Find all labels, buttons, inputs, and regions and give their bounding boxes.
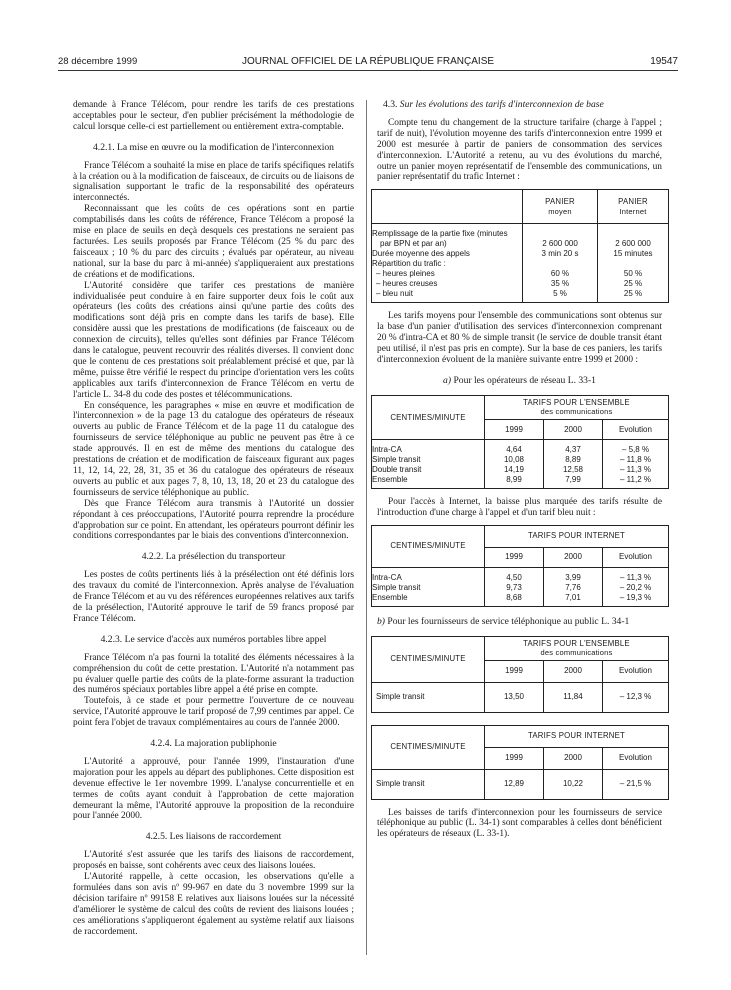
col-head-panier-internet: PANIER Internet xyxy=(598,190,669,224)
section-heading-4-3: 4.3. Sur les évolutions des tarifs d'interconnexion de base xyxy=(383,99,604,110)
section-heading-4-2-1: 4.2.1. La mise en œuvre ou la modification de l'interconnexion xyxy=(93,141,334,153)
row-head: CENTIMES/MINUTE xyxy=(372,395,485,439)
paragraph: demande à France Télécom, pour rendre les tarifs de ces prestations acceptables pour le secteur, d'en publier précisément la méthodologie de calcul lorsque celle-ci est partiellement ou entièrement extra-comptable. xyxy=(73,100,354,132)
paragraph: Toutefois, à ce stade et pour permettre l'ouverture de ce nouveau service, l'Autorité approuve le tarif proposé de 7,99 centimes par appel. Ce point fera l'objet de travaux complémentaires au cours de l'année 2000. xyxy=(73,696,354,729)
paragraph: Les tarifs moyens pour l'ensemble des communications sont obtenus sur la base d'un panier d'utilisation des services d'interconnexion comprenant 20 % d'intra-CA et 80 % de simple transit (le service de double transit étant peu utilisé, il n'est pas pris en compte). Sur la base de ces paniers, les tarifs d'interconnexion évoluent de la manière suivante entre 1999 et 2000 : xyxy=(377,311,662,365)
table-operateurs-internet: CENTIMES/MINUTE TARIFS POUR INTERNET 1999 2000 Evolution Intra-CA Simple transit Ensemble 4,50 9,73 8,68 3,99 7,76 7,01 – 11,3 % – 20,2 % – 19,3 % xyxy=(371,525,669,607)
table-fournisseurs-ensemble: CENTIMES/MINUTE TARIFS POUR L'ENSEMBLE des communications 1999 2000 Evolution Simple transit 13,50 11,84 – 12,3 % xyxy=(371,636,669,713)
paragraph: France Télécom n'a pas fourni la totalité des éléments nécessaires à la compréhension du coût de cette prestation. L'Autorité n'a notamment pas pu évaluer quelle partie des coûts de la plate-forme assurant la traduction des numéros spéciaux portables libre appel a été prise en compte. xyxy=(73,652,354,696)
paragraph: Les postes de coûts pertinents liés à la présélection ont été définis lors des travaux du comité de l'interconnexion. Après analyse de l'évaluation de France Télécom et au vu des références européennes relatives aux tarifs de la présélection, l'Autorité approuve le tarif de 59 francs proposé par France Télécom. xyxy=(73,570,354,624)
row-labels: Remplissage de la partie fixe (minutes par BPN et par an) Durée moyenne des appels Répartition du trafic : – heures pleines – heures creuses – bleu nuit xyxy=(372,224,523,303)
section-heading-4-2-2: 4.2.2. La présélection du transporteur xyxy=(141,551,286,563)
paragraph: L'Autorité a approuvé, pour l'année 1999, l'instauration d'une majoration pour les appels au départ des publiphones. Cette disposition est devenue effective le 1er novembre 1999. L'analyse concurrentielle et en termes de coûts ayant conduit à l'approbation de cette majoration demeurant la même, l'Autorité approuve la proposition de la reconduire pour l'année 2000. xyxy=(73,756,354,822)
page-header xyxy=(58,56,678,70)
paragraph: L'Autorité s'est assurée que les tarifs des liaisons de raccordement, proposés en baisse, sont cohérents avec ceux des liaisons louées. xyxy=(73,850,354,872)
paragraph: L'Autorité considère que tarifer ces prestations de manière individualisée peut conduire à en faire supporter deux fois le coût aux opérateurs (les coûts des créations ainsi qu'une partie des coûts des modifications sont déjà pris en compte dans les tarifs de base). Elle considère aussi que les prestations de modifications (de faisceaux ou de connexion de circuits), telles qu'elles sont définies par France Télécom dans le catalogue, peuvent recouvrir des réalités diverses. Il convient donc que le contenu de ces prestations soit préalablement précisé et que, par là même, puisse être vérifié le respect du principe d'orientation vers les coûts applicables aux tarifs d'interconnexion de France Télécom en vertu de l'article L. 34-8 du code des postes et télécommunications. xyxy=(73,280,354,400)
paragraph: Les baisses de tarifs d'interconnexion pour les fournisseurs de service téléphonique au public (L. 34-1) sont comparables à celles dont bénéficient les opérateurs de réseaux (L. 33-1). xyxy=(377,807,662,840)
table-fournisseurs-internet: CENTIMES/MINUTE TARIFS POUR INTERNET 1999 2000 Evolution Simple transit 12,89 10,22 – 21,5 % xyxy=(371,725,669,800)
section-heading-4-2-4: 4.2.4. La majoration publiphonie xyxy=(150,738,277,750)
panier-moyen-values: 2 600 000 3 min 20 s 60 % 35 % 5 % xyxy=(523,224,598,303)
group-head: TARIFS POUR L'ENSEMBLE des communications xyxy=(485,395,669,419)
paragraph: Dès que France Télécom aura transmis à l'Autorité un dossier répondant à ces préoccupations, l'Autorité pourra reprendre la procédure d'approbation sur ce point. En attendant, les opérateurs pourront définir les conditions correspondantes par le biais des conventions d'interconnexion. xyxy=(73,498,354,542)
panier-internet-values: 2 600 000 15 minutes 50 % 25 % 25 % xyxy=(598,224,669,303)
paniers-table xyxy=(371,189,669,303)
subsection-a-heading: a) Pour les opérateurs de réseau L. 33-1 xyxy=(443,374,596,386)
section-heading-4-2-5: 4.2.5. Les liaisons de raccordement xyxy=(145,831,282,843)
table-operateurs-ensemble: CENTIMES/MINUTE TARIFS POUR L'ENSEMBLE des communications 1999 2000 Evolution Intra-CA Simple transit Double transit Ensemble 4,64 10,08 14,19 8,99 4,37 8,89 12,58 7,99 – 5,8 % – 11,8 % – 11,3 % – 11,2 % xyxy=(371,395,669,489)
paragraph: En conséquence, les paragraphes « mise en œuvre et modification de l'interconnexion » de la page 13 du catalogue des opérateurs de réseaux ouverts au public de France Télécom et de la page 11 du catalogue des fournisseurs de service téléphonique au public ne peuvent pas être à ce stade approuvés. Il en est de même des mentions du catalogue des prestations de création et de modification de faisceaux figurant aux pages 11, 12, 14, 22, 28, 31, 35 et 36 du catalogue des opérateurs de réseaux ouverts au public et aux pages 7, 8, 10, 13, 18, 20 et 23 du catalogue des fournisseurs de service téléphonique au public. xyxy=(73,400,354,498)
col-head-panier-moyen: PANIER moyen xyxy=(523,190,598,224)
subsection-b-heading: b) Pour les fournisseurs de service téléphonique au public L. 34-1 xyxy=(377,615,630,627)
column-divider xyxy=(366,100,367,955)
paragraph: Reconnaissant que les coûts de ces opérations sont en partie comptabilisés dans les coûts de référence, France Télécom a proposé la mise en place de seuils en deçà desquels ces prestations ne seraient pas facturées. Les seuils proposés par France Télécom (25 % du parc des faisceaux ; 10 % du parc des circuits ; évalués par opérateur, au niveau national, sur la base du parc à mi-année) s'appliqueraient aux prestations de créations et de modifications. xyxy=(73,204,354,280)
journal-title: JOURNAL OFFICIEL DE LA RÉPUBLIQUE FRANÇAISE xyxy=(241,56,495,67)
paragraph: Pour l'accès à Internet, la baisse plus marquée des tarifs résulte de l'introduction d'une charge à l'appel et d'un tarif bleu nuit : xyxy=(377,496,662,518)
paragraph: Compte tenu du changement de la structure tarifaire (charge à l'appel ; tarif de nuit), l'évolution moyenne des tarifs d'interconnexion entre 1999 et 2000 est mesurée à partir de paniers de consommation des services d'interconnexion. L'Autorité a retenu, au vu des évolutions du marché, outre un panier moyen représentatif de l'ensemble des communications, un panier représentatif du trafic Internet : xyxy=(377,117,662,183)
header-rule xyxy=(58,70,678,71)
header-date: 28 décembre 1999 xyxy=(58,56,138,67)
left-column xyxy=(73,100,354,938)
paragraph: France Télécom a souhaité la mise en place de tarifs spécifiques relatifs à la création ou à la modification de faisceaux, de circuits ou de liaisons de signalisation supportant le trafic de la responsabilité des opérateurs interconnectés. xyxy=(73,160,354,204)
right-column xyxy=(372,99,662,840)
paragraph: L'Autorité rappelle, à cette occasion, les observations qu'elle a formulées dans son avis nº 99-967 en date du 3 novembre 1999 sur la décision tarifaire nº 99158 E relatives aux liaisons louées sur la nécessité d'améliorer le système de calcul des coûts de revient des liaisons louées ; ces améliorations s'appliqueront également au système relatif aux liaisons de raccordement. xyxy=(73,872,354,937)
page-number: 19547 xyxy=(650,56,678,67)
section-heading-4-2-3: 4.2.3. Le service d'accès aux numéros portables libre appel xyxy=(100,633,327,645)
